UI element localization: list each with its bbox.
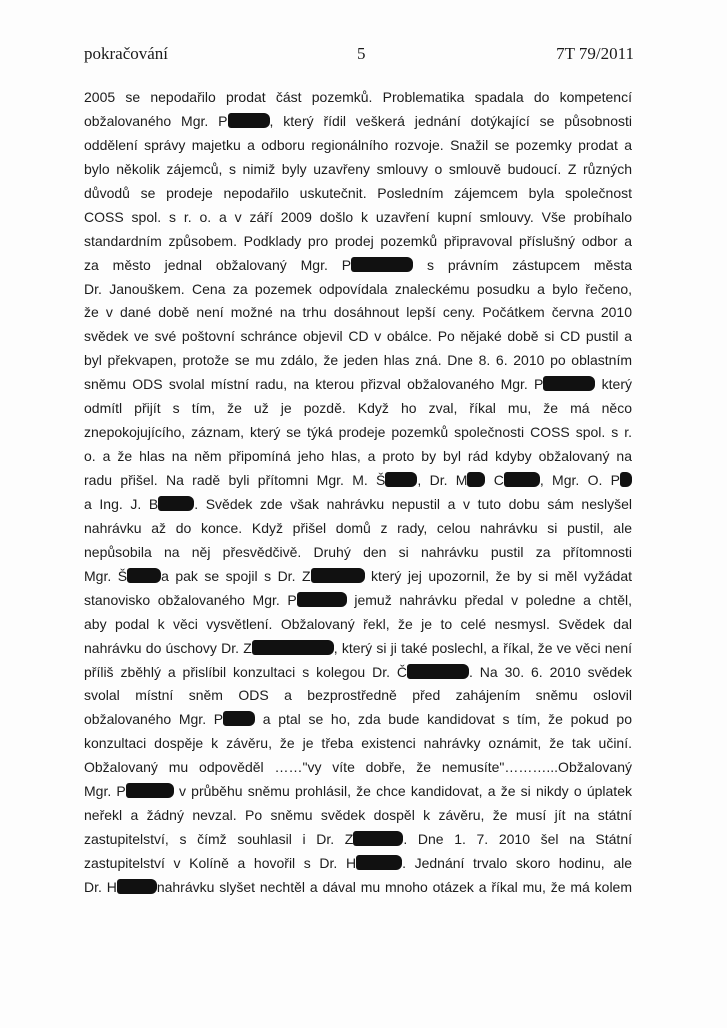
text-segment: . Svědek zde však nahrávku nepustil a v tuto dobu sám neslyšel xyxy=(194,495,632,512)
redaction-mark xyxy=(543,376,595,391)
text-line xyxy=(84,230,632,254)
text-segment: . Dne 1. 7. 2010 šel na Státní xyxy=(403,831,632,848)
text-segment: Mgr. Š xyxy=(84,567,128,584)
text-line xyxy=(84,445,632,469)
text-segment: za město jednal obžalovaný Mgr. P xyxy=(84,256,352,273)
page-number: 5 xyxy=(357,44,366,63)
redaction-mark xyxy=(353,831,403,846)
text-segment: aby podal k věci vysvětlení. Obžalovaný řekl, že je to celé nesmysl. Svědek dal xyxy=(84,615,632,632)
text-segment: radu přišel. Na radě byli přítomni Mgr. M. Š xyxy=(84,472,386,488)
text-segment: , který řídil veškerá jednání dotýkající se působnosti xyxy=(269,112,632,129)
text-segment: , Dr. M xyxy=(417,472,468,488)
text-segment: Mgr. P xyxy=(84,783,126,800)
text-segment: nahrávku slyšet nechtěl a dával mu mnoho otázek a říkal mu, že má kolem xyxy=(156,878,632,895)
text-segment: neřekl a žádný nevzal. Po sněmu svědek dospěl k závěru, že musí jít na státní xyxy=(84,807,632,824)
text-segment: standardním způsobem. Podklady pro prodej pozemků připravoval příslušný odbor a xyxy=(84,232,632,249)
text-segment: v průběhu sněmu prohlásil, že chce kandidovat, a že si nikdy o úplatek xyxy=(173,783,632,800)
text-segment: svolal místní sněm ODS a bezprostředně před zahájením sněmu oslovil xyxy=(84,687,632,704)
text-segment: obžalovaného Mgr. P xyxy=(84,112,228,129)
redaction-mark xyxy=(117,879,157,894)
text-line xyxy=(84,541,632,565)
text-segment: byl překvapen, protože se mu zdálo, že jeden hlas zná. Dne 8. 6. 2010 po oblastním xyxy=(84,352,632,369)
text-line xyxy=(84,110,632,134)
text-segment: který jej upozornil, že by si měl vyžádat xyxy=(364,567,632,584)
page-header xyxy=(84,44,634,72)
redaction-mark xyxy=(297,592,347,607)
text-line xyxy=(84,876,632,900)
text-segment: , Mgr. O. P xyxy=(539,472,620,488)
text-segment: zastupitelství v Kolíně a hovořil s Dr. H xyxy=(84,855,357,871)
text-line xyxy=(84,565,632,589)
text-segment: nepůsobila na něj přesvědčivě. Druhý den si nahrávku pustil za přítomnosti xyxy=(84,543,632,560)
redaction-mark xyxy=(252,640,334,655)
text-segment: zastupitelství, s čímž souhlasil i Dr. Z xyxy=(84,831,354,848)
redaction-mark xyxy=(504,472,540,487)
text-segment: konzultaci dospěje k závěru, že je třeba existenci nahrávky oznámit, že tak učiní. xyxy=(84,735,632,752)
text-line xyxy=(84,158,632,182)
text-segment: 2005 se nepodařilo prodat část pozemků. Problematika spadala do kompetencí xyxy=(84,89,632,105)
redaction-mark xyxy=(158,496,194,511)
text-segment: znepokojujícího, záznam, který se týká prodeje pozemků společnosti COSS spol. s r. xyxy=(84,424,632,441)
text-segment: C xyxy=(485,472,504,488)
text-segment: který xyxy=(595,376,632,393)
text-segment: . Na 30. 6. 2010 svědek xyxy=(469,663,632,680)
text-segment: oddělení správy majetku a odboru regionálního rozvoje. Snažil se pozemky prodat a xyxy=(84,136,632,153)
text-segment: COSS spol. s r. o. a v září 2009 došlo k uzavření kupní smlouvy. Vše probíhalo xyxy=(84,208,632,225)
text-line xyxy=(84,732,632,756)
text-segment: jemuž nahrávku předal v poledne a chtěl, xyxy=(346,591,632,608)
text-line xyxy=(84,756,632,780)
text-line xyxy=(84,278,632,302)
redaction-mark xyxy=(311,568,365,583)
text-segment: a ptal se ho, zda bude kandidovat s tím, že pokud po xyxy=(255,711,632,728)
text-segment: s právním zástupcem města xyxy=(413,256,632,273)
text-line xyxy=(84,325,632,349)
text-segment: že v dané době není možné na trhu dosáhnout lepší ceny. Počátkem června 2010 xyxy=(84,304,632,321)
text-line xyxy=(84,852,632,876)
text-segment: , který si ji také poslechl, a říkal, že ve věci není xyxy=(333,639,632,656)
text-line xyxy=(84,134,632,158)
text-segment: odmítl přijít s tím, že už je pozdě. Když ho zval, říkal mu, že má něco xyxy=(84,400,632,417)
redaction-mark xyxy=(127,568,161,583)
redaction-mark xyxy=(126,783,174,798)
text-segment: stanovisko obžalovaného Mgr. P xyxy=(84,591,297,608)
text-line xyxy=(84,469,632,493)
text-segment: sněmu ODS svolal místní radu, na kterou přizval obžalovaného Mgr. P xyxy=(84,376,544,393)
text-line xyxy=(84,828,632,852)
text-line xyxy=(84,613,632,637)
text-line xyxy=(84,637,632,661)
text-line xyxy=(84,661,632,685)
redaction-mark xyxy=(356,855,402,870)
case-number: 7T 79/2011 xyxy=(556,44,634,63)
text-line xyxy=(84,421,632,445)
text-line xyxy=(84,493,632,517)
text-line xyxy=(84,517,632,541)
text-line xyxy=(84,684,632,708)
text-segment: nahrávku do úschovy Dr. Z xyxy=(84,639,252,656)
text-segment: o. a že hlas na něm připomíná jeho hlas, a proto by byl rád kdyby obžalovaný na xyxy=(84,448,632,465)
redaction-mark xyxy=(467,472,485,487)
text-segment: svědek ve své poštovní schránce objevil CD v obálce. Po nějaké době si CD pustil a xyxy=(84,328,632,345)
header-continuation-label: pokračování xyxy=(84,44,169,63)
text-line xyxy=(84,349,632,373)
redaction-mark xyxy=(228,113,270,128)
redaction-mark xyxy=(620,472,632,487)
text-line xyxy=(84,86,632,110)
text-line xyxy=(84,182,632,206)
text-line xyxy=(84,780,632,804)
text-line xyxy=(84,206,632,230)
text-segment: Obžalovaný mu odpověděl ……"vy víte dobře, že nemusíte"………...Obžalovaný xyxy=(84,759,632,776)
text-line xyxy=(84,708,632,732)
body-text xyxy=(84,86,632,900)
text-segment: . Jednání trvalo skoro hodinu, ale xyxy=(402,855,632,871)
text-line xyxy=(84,373,632,397)
redaction-mark xyxy=(351,257,413,272)
text-line xyxy=(84,804,632,828)
text-line xyxy=(84,589,632,613)
text-segment: a Ing. J. B xyxy=(84,495,159,512)
text-segment: Dr. H xyxy=(84,878,117,895)
text-line xyxy=(84,397,632,421)
text-segment: nahrávku až do konce. Když přišel domů z rady, celou nahrávku si pustil, ale xyxy=(84,519,632,536)
text-segment: a pak se spojil s Dr. Z xyxy=(161,567,311,584)
redaction-mark xyxy=(385,472,417,487)
text-segment: důvodů se prodeje nepodařilo uskutečnit. Posledním zájemcem byla společnost xyxy=(84,184,632,201)
text-line xyxy=(84,254,632,278)
redaction-mark xyxy=(407,664,469,679)
text-segment: příliš zběhlý a přislíbil konzultaci s kolegou Dr. Č xyxy=(84,663,407,680)
redaction-mark xyxy=(223,711,255,726)
text-line xyxy=(84,301,632,325)
text-segment: Dr. Janouškem. Cena za pozemek odpovídala znaleckému posudku a bylo řečeno, xyxy=(84,280,632,297)
text-segment: obžalovaného Mgr. P xyxy=(84,711,224,728)
text-segment: bylo několik zájemců, s nimiž byly uzavřeny smlouvy o smlouvě budoucí. Z různých xyxy=(84,160,632,177)
